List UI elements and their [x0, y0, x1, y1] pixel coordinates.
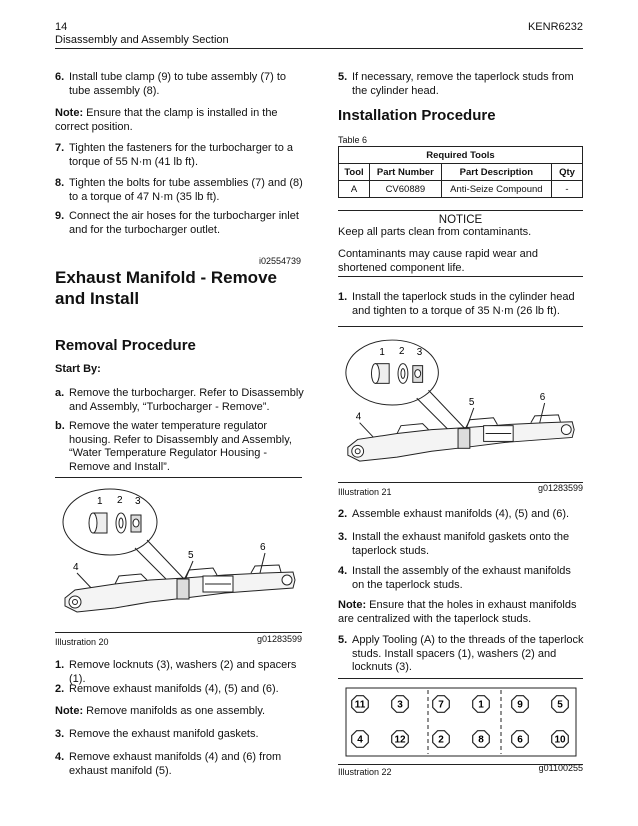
article-title: Exhaust Manifold - Remove and Install [55, 268, 277, 308]
install-step-2: 2. Assemble exhaust manifolds (4), (5) and (6). [338, 508, 584, 522]
callout-3: 3 [416, 346, 423, 358]
col-header: Part Description [441, 164, 551, 181]
sequence-number: 8 [478, 734, 484, 746]
notice-rule-bottom [338, 276, 583, 277]
sequence-number: 1 [478, 699, 484, 711]
required-tools-table [338, 146, 583, 198]
illustration-21-caption: Illustration 21 [338, 487, 392, 497]
table-cell: - [552, 181, 583, 198]
step-text: Remove the turbocharger. Refer to Disassembly and Assembly, “Turbocharger - Remove”. [69, 387, 304, 413]
table-title: Required Tools [339, 147, 583, 164]
step-text: Install the assembly of the exhaust manifolds on the taperlock studs. [352, 565, 571, 591]
sequence-number: 12 [394, 734, 406, 746]
step-5-remove-studs: 5. If necessary, remove the taperlock studs from the cylinder head. [338, 71, 584, 98]
illustration-22-code: g01100255 [538, 763, 583, 773]
locknut-part [131, 515, 141, 532]
start-step-b: b. Remove the water temperature regulator housing. Refer to Disassembly and Assembly, “Water Temperature Regulator Housing - Remove and Install”. [55, 420, 305, 474]
callout-6: 6 [260, 542, 266, 553]
step-6: 6. Install tube clamp (9) to tube assembly (7) to tube assembly (8). [55, 71, 305, 98]
step-text: Install the taperlock studs in the cylinder head and tighten to a torque of 35 N·m (26 lb ft). [352, 291, 575, 317]
install-step-4: 4. Install the assembly of the exhaust manifolds on the taperlock studs. [338, 565, 584, 592]
install-step-5: 5. Apply Tooling (A) to the threads of the taperlock studs. Install spacers (1), washers (2) and locknuts (3). [338, 634, 584, 673]
removal-heading: Removal Procedure [55, 337, 196, 354]
callout-5: 5 [468, 397, 475, 408]
exhaust-manifold-illustration-21 [338, 330, 584, 480]
removal-step-3: 3. Remove the exhaust manifold gaskets. [55, 728, 305, 742]
step-9: 9. Connect the air hoses for the turbocharger inlet and for the turbocharger outlet. [55, 210, 305, 237]
exhaust-manifold-illustration [55, 480, 305, 630]
removal-step-1: 1. Remove locknuts (3), washers (2) and spacers (1). [55, 659, 305, 686]
step-text: Apply Tooling (A) to the threads of the taperlock studs. Install spacers (1), washers (2) and locknuts (3). [352, 634, 584, 673]
note-clamp: Note: Ensure that the clamp is installed in the correct position. [55, 107, 278, 133]
reference-id: i02554739 [258, 256, 301, 266]
figure-rule-bottom [55, 632, 302, 633]
step-8: 8. Tighten the bolts for tube assemblies (7) and (8) to a torque of 47 N·m (35 lb ft). [55, 177, 305, 204]
step-text: Remove locknuts (3), washers (2) and spacers (1). [69, 659, 297, 685]
install-step-3: 3. Install the exhaust manifold gaskets onto the taperlock studs. [338, 531, 584, 558]
document-id: KENR6232 [527, 21, 583, 33]
removal-step-4: 4. Remove exhaust manifolds (4) and (6) from exhaust manifold (5). [55, 751, 305, 778]
sequence-row-bottom [352, 731, 569, 748]
spacer-part [371, 364, 389, 384]
locknut-part [413, 366, 423, 383]
page-number: 14 [55, 21, 68, 33]
step-text: Tighten the bolts for tube assemblies (7) and (8) to a torque of 47 N·m (35 lb ft). [69, 177, 303, 203]
step-text: Remove the water temperature regulator housing. Refer to Disassembly and Assembly, “Water Temperature Regulator Housing - Remove and Install”. [69, 420, 292, 473]
col-header: Tool [339, 164, 370, 181]
notice-title: NOTICE [438, 214, 483, 226]
sequence-number: 4 [357, 734, 363, 746]
illustration-20-caption: Illustration 20 [55, 637, 109, 647]
sequence-number: 11 [354, 699, 366, 711]
notice-line-2: Contaminants may cause rapid wear and shortened component life. [338, 248, 538, 274]
step-text: Assemble exhaust manifolds (4), (5) and (6). [352, 508, 570, 520]
figure-21-rule-top [338, 326, 583, 327]
step-text: Install tube clamp (9) to tube assembly (7) to tube assembly (8). [69, 71, 287, 97]
callout-4: 4 [355, 411, 362, 423]
header-rule [55, 48, 583, 49]
notice-rule-top [338, 210, 583, 211]
callout-2: 2 [399, 345, 405, 357]
illustration-20-code: g01283599 [256, 634, 302, 644]
start-step-a: a. Remove the turbocharger. Refer to Disassembly and Assembly, “Turbocharger - Remove”. [55, 387, 304, 413]
illustration-21-code: g01283599 [537, 483, 583, 493]
callout-5: 5 [188, 550, 194, 561]
sequence-number: 10 [554, 734, 566, 746]
sequence-number: 5 [557, 699, 563, 711]
start-by-label: Start By: [55, 363, 101, 375]
step-text: Tighten the fasteners for the turbocharger to a torque of 55 N·m (41 lb ft). [69, 142, 294, 168]
spacer-part [89, 513, 107, 533]
illustration-22-caption: Illustration 22 [338, 767, 392, 777]
col-header: Part Number [370, 164, 442, 181]
sequence-number: 2 [438, 734, 444, 746]
torque-sequence-illustration [338, 682, 584, 762]
step-text: If necessary, remove the taperlock studs from the cylinder head. [352, 71, 574, 97]
col-header: Qty [552, 164, 583, 181]
step-text: Remove exhaust manifolds (4), (5) and (6). [69, 683, 279, 695]
sequence-frame [346, 688, 576, 756]
callout-1: 1 [379, 346, 385, 358]
callout-6: 6 [539, 392, 546, 404]
table-cell: Anti-Seize Compound [441, 181, 551, 198]
step-text: Connect the air hoses for the turbocharger inlet and for the turbocharger outlet. [69, 210, 299, 236]
table-cell: CV60889 [370, 181, 442, 198]
removal-step-2: 2. Remove exhaust manifolds (4), (5) and (6). [55, 683, 305, 697]
sequence-row-top [352, 696, 569, 713]
section-title: Disassembly and Assembly Section [55, 34, 229, 46]
callout-2: 2 [117, 495, 123, 506]
step-text: Remove the exhaust manifold gaskets. [69, 728, 259, 740]
callout-4: 4 [73, 562, 79, 573]
sequence-number: 7 [438, 699, 444, 711]
step-text: Remove exhaust manifolds (4) and (6) from exhaust manifold (5). [69, 751, 282, 777]
table-caption: Table 6 [338, 135, 368, 145]
notice-line-1: Keep all parts clean from contaminants. [338, 226, 532, 238]
figure-rule-top [55, 477, 302, 478]
callout-3: 3 [135, 496, 141, 507]
step-text: Install the exhaust manifold gaskets onto the taperlock studs. [352, 531, 570, 557]
table-cell: A [339, 181, 370, 198]
sequence-number: 3 [397, 699, 403, 711]
install-step-1: 1. Install the taperlock studs in the cylinder head and tighten to a torque of 35 N·m (26 lb ft). [338, 291, 584, 318]
note-centralized: Note: Ensure that the holes in exhaust manifolds are centralized with the taperlock studs. [338, 599, 577, 625]
callout-1: 1 [97, 496, 103, 507]
step-7: 7. Tighten the fasteners for the turbocharger to a torque of 55 N·m (41 lb ft). [55, 142, 305, 169]
note-one-assembly: Note: Remove manifolds as one assembly. [55, 705, 266, 717]
figure-22-rule-top [338, 678, 583, 679]
installation-heading: Installation Procedure [338, 107, 496, 124]
sequence-number: 9 [517, 699, 523, 711]
sequence-number: 6 [517, 734, 523, 746]
